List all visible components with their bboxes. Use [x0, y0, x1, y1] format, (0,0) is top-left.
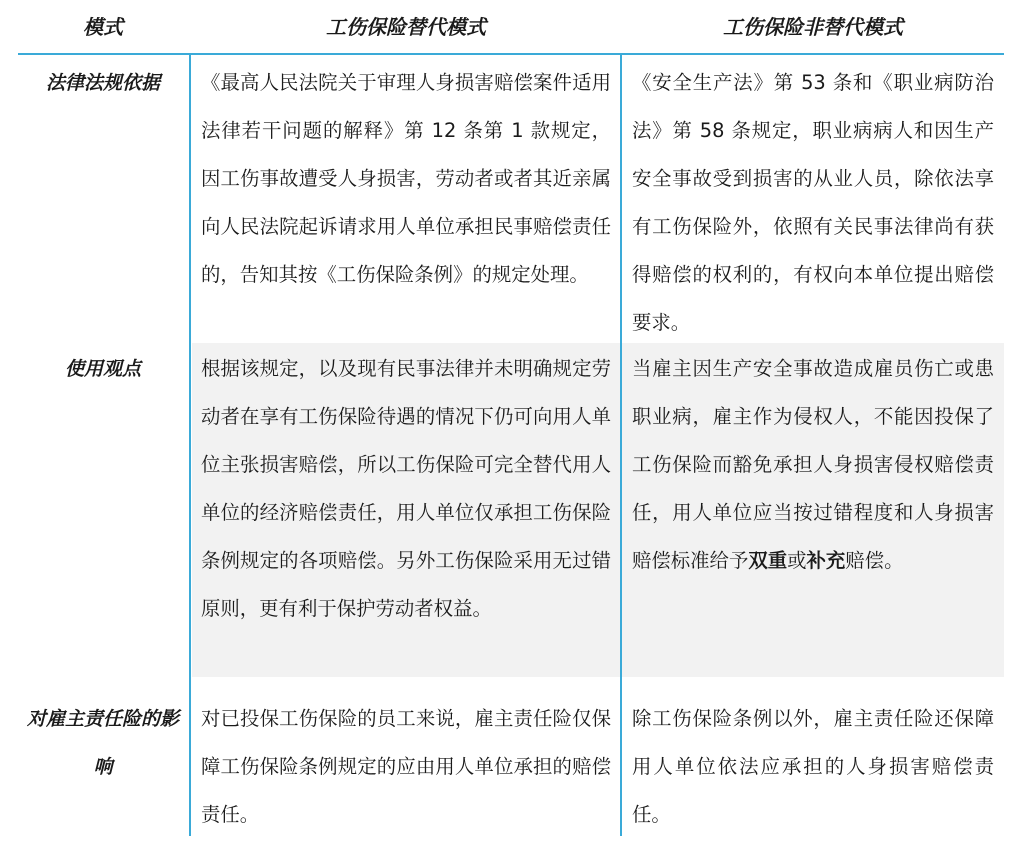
cell-legal-basis-non-substitute: 《安全生产法》第 53 条和《职业病防治法》第 58 条规定，职业病病人和因生产安全事故受到损害的从业人员，除依法享有工伤保险外，依照有关民事法律尚有获得赔偿的权利的，有权向本单位提出赔偿要求。 — [632, 71, 994, 334]
row-label-impact: 对雇主责任险的影响 — [26, 708, 179, 778]
bold-double: 双重 — [748, 549, 788, 572]
bold-supplement: 补充 — [806, 549, 846, 572]
table-header — [0, 0, 1031, 55]
header-substitute-mode: 工伤保险替代模式 — [326, 15, 486, 39]
header-divider — [18, 53, 1004, 55]
cell-legal-basis-substitute: 《最高人民法院关于审理人身损害赔偿案件适用法律若干问题的解释》第 12 条第 1 款规定，因工伤事故遭受人身损害，劳动者或者其近亲属向人民法院起诉请求用人单位承担民事赔偿责任的，告知其按《工伤保险条例》的规定处理。 — [201, 71, 611, 286]
header-non-substitute-mode: 工伤保险非替代模式 — [723, 15, 903, 39]
column-divider-right — [620, 55, 622, 836]
column-divider-left — [189, 55, 191, 836]
row-label-viewpoint: 使用观点 — [64, 358, 141, 380]
cell-impact-non-substitute: 除工伤保险条例以外，雇主责任险还保障用人单位依法应承担的人身损害赔偿责任。 — [632, 707, 994, 826]
row-label-legal-basis: 法律法规依据 — [45, 72, 160, 94]
cell-impact-substitute: 对已投保工伤保险的员工来说，雇主责任险仅保障工伤保险条例规定的应由用人单位承担的赔偿责任。 — [201, 707, 611, 826]
header-mode: 模式 — [83, 15, 123, 39]
cell-viewpoint-substitute: 根据该规定，以及现有民事法律并未明确规定劳动者在享有工伤保险待遇的情况下仍可向用人单位主张损害赔偿，所以工伤保险可完全替代用人单位的经济赔偿责任，用人单位仅承担工伤保险条例规定的各项赔偿。另外工伤保险采用无过错原则，更有利于保护劳动者权益。 — [201, 357, 611, 620]
cell-viewpoint-non-substitute: 当雇主因生产安全事故造成雇员伤亡或患职业病，雇主作为侵权人，不能因投保了工伤保险而豁免承担人身损害侵权赔偿责任，用人单位应当按过错程度和人身损害赔偿标准给予双重或补充赔偿。 — [632, 357, 994, 572]
